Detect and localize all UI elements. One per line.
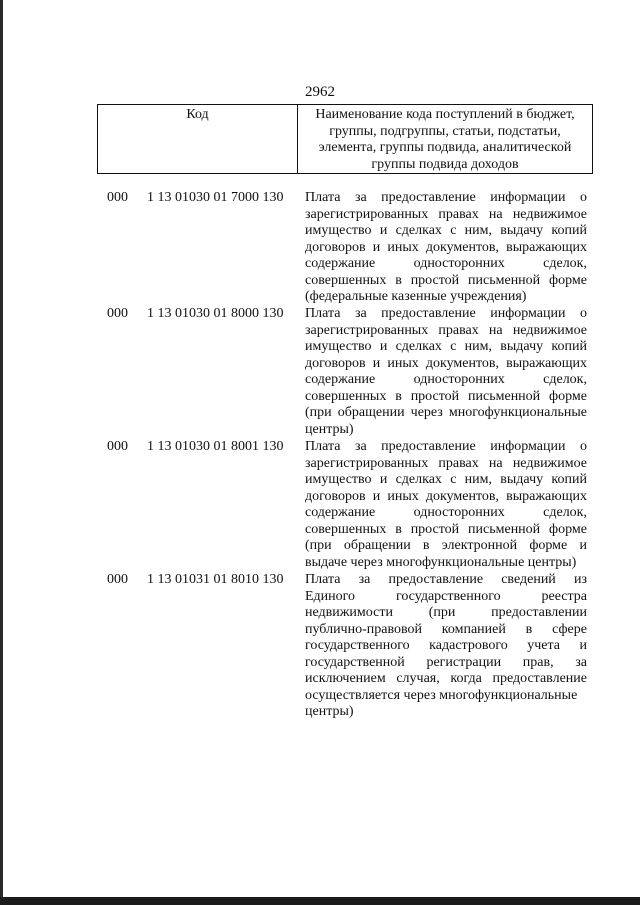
entry-line: центры)	[305, 421, 354, 437]
entry-line	[305, 306, 587, 323]
header-name-line: элемента, группы подвида, аналитической	[318, 140, 572, 155]
entry-revenue-code: 1 13 01030 01 8000 130	[147, 306, 284, 321]
word: односторонних	[413, 256, 505, 271]
word: из	[573, 572, 587, 587]
word: копий	[551, 472, 587, 487]
entry-line	[305, 489, 587, 506]
word: предоставление	[492, 671, 587, 686]
word: иных	[387, 355, 419, 371]
entry-line: выдаче через многофункциональные центры)	[305, 554, 577, 570]
word: в	[395, 272, 402, 288]
header-code-column: Код	[186, 107, 209, 122]
word: Плата	[305, 190, 341, 205]
word: документов,	[425, 355, 500, 371]
word: на	[488, 206, 503, 222]
word: недвижимое	[512, 206, 587, 222]
word: обращении	[343, 538, 411, 553]
entry-group-code: 000	[107, 439, 128, 454]
word: сведений	[501, 572, 556, 587]
word: копий	[551, 339, 587, 354]
word: в	[395, 388, 402, 404]
word: и	[372, 488, 381, 504]
entry-line	[305, 339, 587, 356]
word: сделках	[395, 223, 442, 238]
word: и	[579, 638, 587, 653]
entry-line	[305, 439, 587, 456]
word: ним,	[464, 339, 493, 354]
word: сделок,	[543, 505, 587, 520]
header-name-line: Наименование кода поступлений в бюджет,	[315, 107, 575, 122]
header-name-column	[300, 107, 590, 173]
entry-line	[305, 671, 587, 688]
word: форме	[549, 272, 587, 288]
entry-line: (федеральные казенные учреждения)	[305, 289, 527, 304]
word: выдачу	[500, 472, 544, 487]
word: о	[580, 190, 587, 205]
word: за	[358, 572, 371, 587]
word: зарегистрированных	[305, 206, 429, 222]
word: договоров	[305, 488, 366, 504]
word: ним,	[464, 223, 493, 238]
entry-line: осуществляется через многофункциональные	[305, 687, 578, 703]
word: имущество	[305, 472, 372, 487]
word: и	[379, 339, 388, 354]
word: когда	[450, 671, 482, 686]
entry-line	[305, 372, 587, 389]
page-number: 2962	[305, 84, 335, 100]
entry-line	[305, 622, 587, 639]
word: через	[410, 405, 443, 420]
word: правах	[438, 206, 479, 222]
word: за	[354, 439, 367, 454]
scan-edge-bottom	[0, 897, 640, 905]
word: имущество	[305, 339, 372, 354]
word: форме	[549, 388, 587, 404]
word: за	[575, 654, 587, 670]
word: форме	[529, 538, 568, 553]
entry-description	[305, 190, 587, 306]
word: регистрации	[426, 654, 502, 670]
word: сделок,	[543, 256, 587, 271]
word: сделок,	[543, 372, 587, 387]
entry-line	[305, 572, 587, 589]
entry-line	[305, 456, 587, 473]
word: содержание	[305, 256, 376, 271]
entry-revenue-code: 1 13 01031 01 8010 130	[147, 572, 284, 587]
entry-line	[305, 589, 587, 606]
word: совершенных	[305, 388, 387, 404]
entry-line	[305, 638, 587, 655]
word: правах	[438, 322, 479, 338]
word: иных	[387, 488, 419, 504]
word: письменной	[468, 521, 541, 537]
entry-line	[305, 522, 587, 539]
word: копий	[551, 223, 587, 238]
entry-line	[305, 505, 587, 522]
word: Плата	[305, 572, 341, 587]
word: и	[579, 538, 587, 553]
entry-line: центры)	[305, 704, 354, 719]
word: договоров	[305, 239, 366, 255]
entry-line	[305, 273, 587, 290]
word: информации	[490, 306, 566, 321]
word: и	[379, 472, 388, 487]
entry-revenue-code: 1 13 01030 01 7000 130	[147, 190, 284, 205]
word: в	[422, 538, 430, 553]
word: имущество	[305, 223, 372, 238]
table-header	[97, 104, 593, 174]
entry-description	[305, 306, 587, 438]
word: информации	[490, 439, 566, 454]
word: сделках	[395, 339, 442, 354]
word: недвижимое	[512, 455, 587, 471]
word: сделках	[395, 472, 442, 487]
word: ним,	[464, 472, 493, 487]
word: простой	[410, 521, 460, 537]
word: документов,	[425, 239, 500, 255]
word: о	[580, 439, 587, 454]
entry-revenue-code: 1 13 01030 01 8001 130	[147, 439, 284, 454]
word: выдачу	[500, 223, 544, 238]
word: выражающих	[506, 355, 587, 371]
word: простой	[410, 272, 460, 288]
entry-line	[305, 356, 587, 373]
word: предоставление	[388, 572, 484, 587]
word: с	[450, 223, 457, 238]
word: Плата	[305, 306, 341, 321]
word: компанией	[441, 621, 506, 637]
entry-description	[305, 439, 587, 571]
word: и	[372, 239, 381, 255]
word: государственного	[305, 638, 410, 653]
entry-line	[305, 655, 587, 672]
word: учета	[527, 638, 560, 653]
word: выдачу	[500, 339, 544, 354]
entry-group-code: 000	[107, 572, 128, 587]
entry-group-code: 000	[107, 306, 128, 321]
scan-edge-left	[0, 0, 3, 905]
word: электронной	[441, 538, 518, 553]
word: односторонних	[413, 505, 505, 520]
word: (при	[428, 605, 456, 620]
word: в	[395, 521, 402, 537]
word: обращении	[337, 405, 405, 420]
word: зарегистрированных	[305, 322, 429, 338]
word: за	[354, 306, 367, 321]
word: договоров	[305, 355, 366, 371]
word: публично-правовой	[305, 621, 422, 637]
word: совершенных	[305, 272, 387, 288]
word: письменной	[468, 388, 541, 404]
word: государственного	[395, 588, 501, 604]
word: зарегистрированных	[305, 455, 429, 471]
word: на	[488, 455, 503, 471]
entry-line	[305, 605, 587, 622]
word: выражающих	[506, 239, 587, 255]
word: выражающих	[506, 488, 587, 504]
entry-line	[305, 240, 587, 257]
word: о	[580, 306, 587, 321]
word: случая,	[396, 671, 440, 686]
word: кадастрового	[429, 638, 508, 653]
word: недвижимое	[512, 322, 587, 338]
word: недвижимости	[305, 605, 393, 620]
word: в	[525, 621, 533, 637]
word: многофункциональные	[448, 405, 587, 420]
word: простой	[410, 388, 460, 404]
word: иных	[387, 239, 419, 255]
word: предоставление	[381, 306, 476, 321]
word: предоставлении	[491, 605, 587, 620]
entry-line	[305, 207, 587, 224]
entry-line	[305, 405, 587, 422]
entry-group-code: 000	[107, 190, 128, 205]
entry-line	[305, 190, 587, 207]
header-column-divider	[297, 105, 298, 173]
entry-line	[305, 389, 587, 406]
word: исключением	[305, 671, 386, 686]
header-name-line: группы подвида доходов	[371, 156, 519, 172]
entry-line	[305, 256, 587, 273]
word: (при	[305, 405, 332, 420]
entry-line	[305, 223, 587, 240]
word: и	[379, 223, 388, 238]
entry-line	[305, 472, 587, 489]
word: письменной	[468, 272, 541, 288]
word: совершенных	[305, 521, 387, 537]
word: и	[372, 355, 381, 371]
word: правах	[438, 455, 479, 471]
word: Плата	[305, 439, 341, 454]
word: односторонних	[413, 372, 505, 387]
word: содержание	[305, 505, 376, 520]
word: с	[450, 339, 457, 354]
word: информации	[490, 190, 566, 205]
word: прав,	[522, 654, 554, 670]
word: на	[488, 322, 503, 338]
word: с	[450, 472, 457, 487]
word: форме	[549, 521, 587, 537]
word: содержание	[305, 372, 376, 387]
word: документов,	[425, 488, 500, 504]
word: (при	[305, 538, 332, 553]
word: реестра	[541, 588, 587, 604]
word: предоставление	[381, 439, 476, 454]
word: государственной	[305, 654, 405, 670]
word: Единого	[305, 588, 356, 604]
entry-line	[305, 538, 587, 555]
word: сфере	[552, 621, 587, 637]
entry-description	[305, 572, 587, 721]
header-name-line: группы, подгруппы, статьи, подстатьи,	[329, 123, 561, 139]
word: за	[354, 190, 367, 205]
word: предоставление	[381, 190, 476, 205]
entry-line	[305, 323, 587, 340]
